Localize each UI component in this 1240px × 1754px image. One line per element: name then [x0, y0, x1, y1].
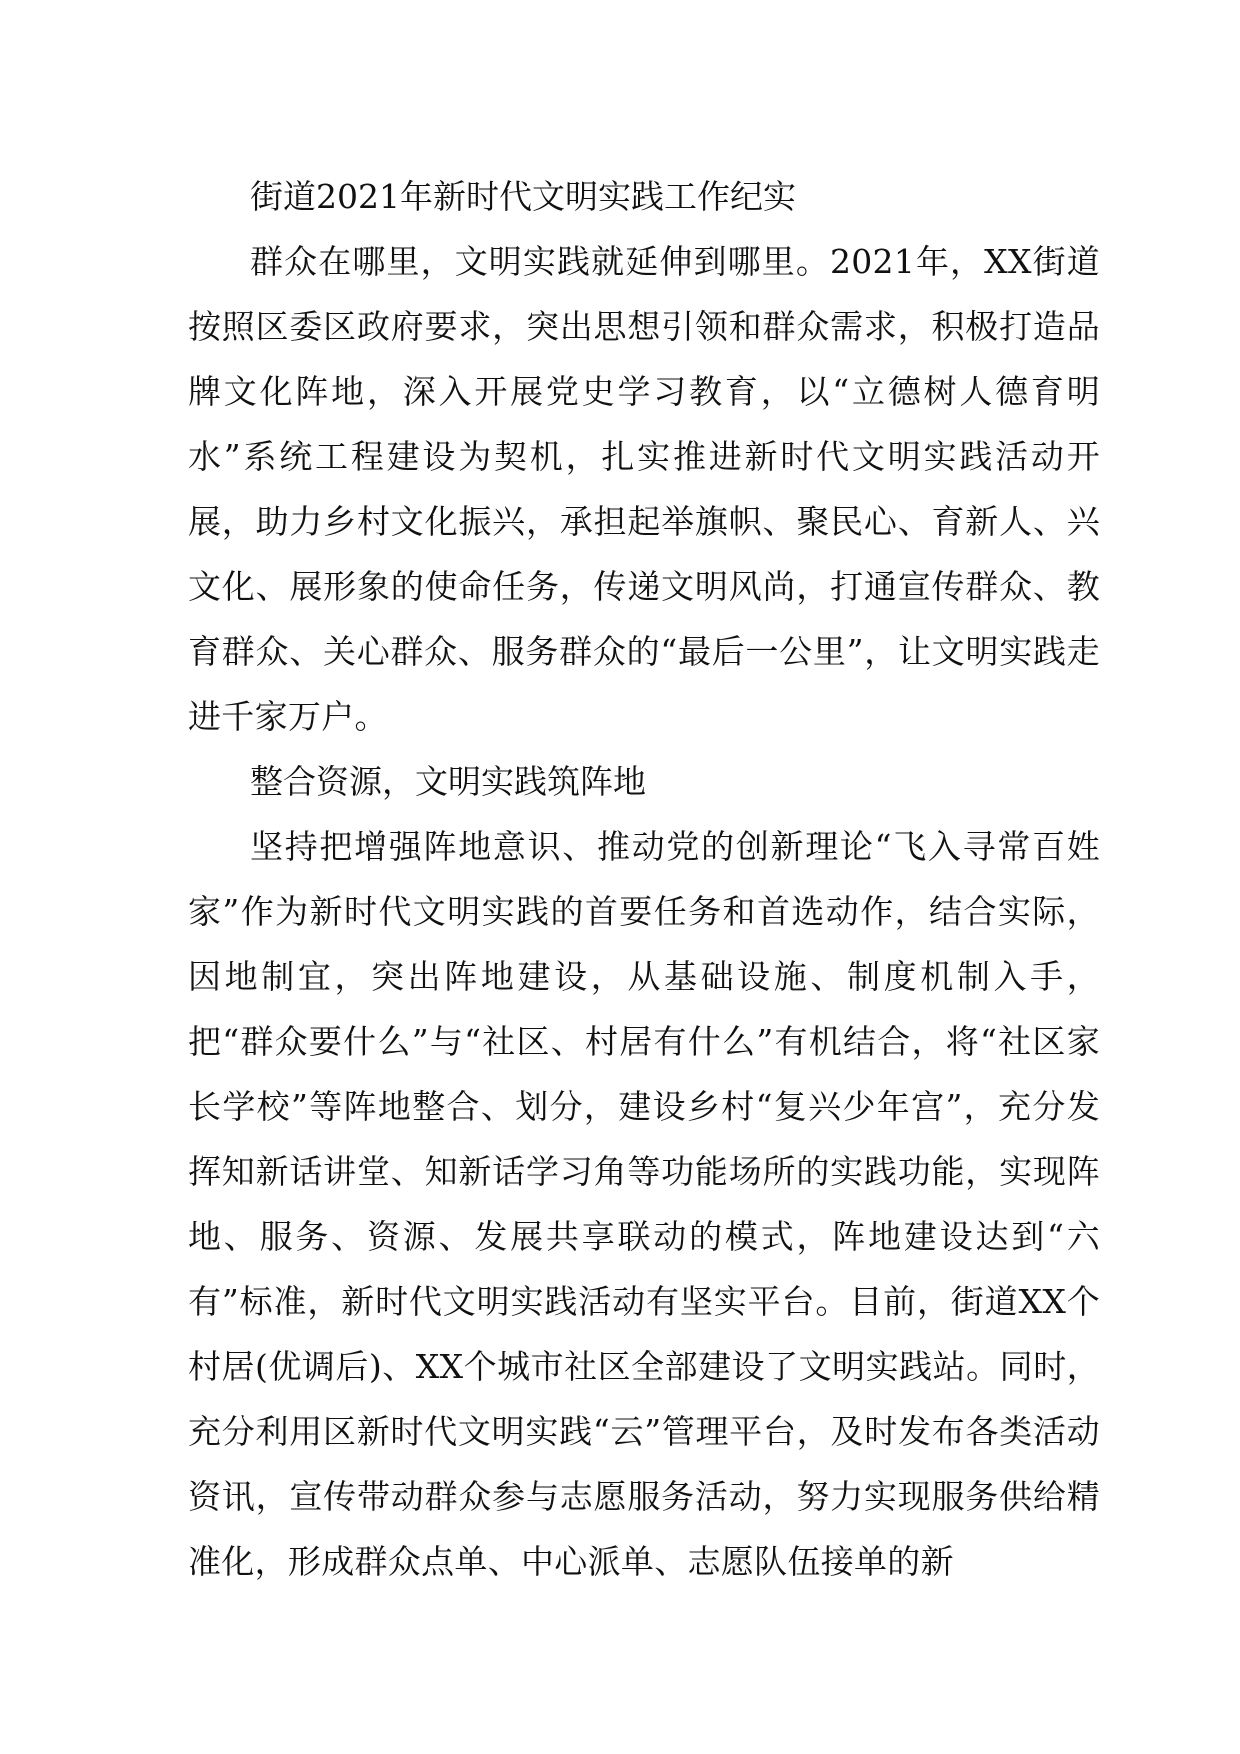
section-paragraph: 坚持把增强阵地意识、推动党的创新理论“飞入寻常百姓家”作为新时代文明实践的首要任务和首选动作，结合实际，因地制宜，突出阵地建设，从基础设施、制度机制入手，把“群众要什么”与“社区、村居有什么”有机结合，将“社区家长学校”等阵地整合、划分，建设乡村“复兴少年宫”，充分发挥知新话讲堂、知新话学习角等功能场所的实践功能，实现阵地、服务、资源、发展共享联动的模式，阵地建设达到“六有”标准，新时代文明实践活动有坚实平台。目前，街道XX个村居(优调后)、XX个城市社区全部建设了文明实践站。同时，充分利用区新时代文明实践“云”管理平台，及时发布各类活动资讯，宣传带动群众参与志愿服务活动，努力实现服务供给精准化，形成群众点单、中心派单、志愿队伍接单的新: [188, 827, 1100, 1581]
document-title: 街道2021年新时代文明实践工作纪实: [250, 177, 796, 216]
intro-paragraph: 群众在哪里，文明实践就延伸到哪里。2021年，XX街道按照区委区政府要求，突出思想引领和群众需求，积极打造品牌文化阵地，深入开展党史学习教育，以“立德树人德育明水”系统工程建设为契机，扎实推进新时代文明实践活动开展，助力乡村文化振兴，承担起举旗帜、聚民心、育新人、兴文化、展形象的使命任务，传递文明风尚，打通宣传群众、教育群众、关心群众、服务群众的“最后一公里”，让文明实践走进千家万户。: [188, 242, 1100, 736]
section-heading: 整合资源，文明实践筑阵地: [250, 762, 646, 801]
document-body: [188, 164, 1100, 1594]
